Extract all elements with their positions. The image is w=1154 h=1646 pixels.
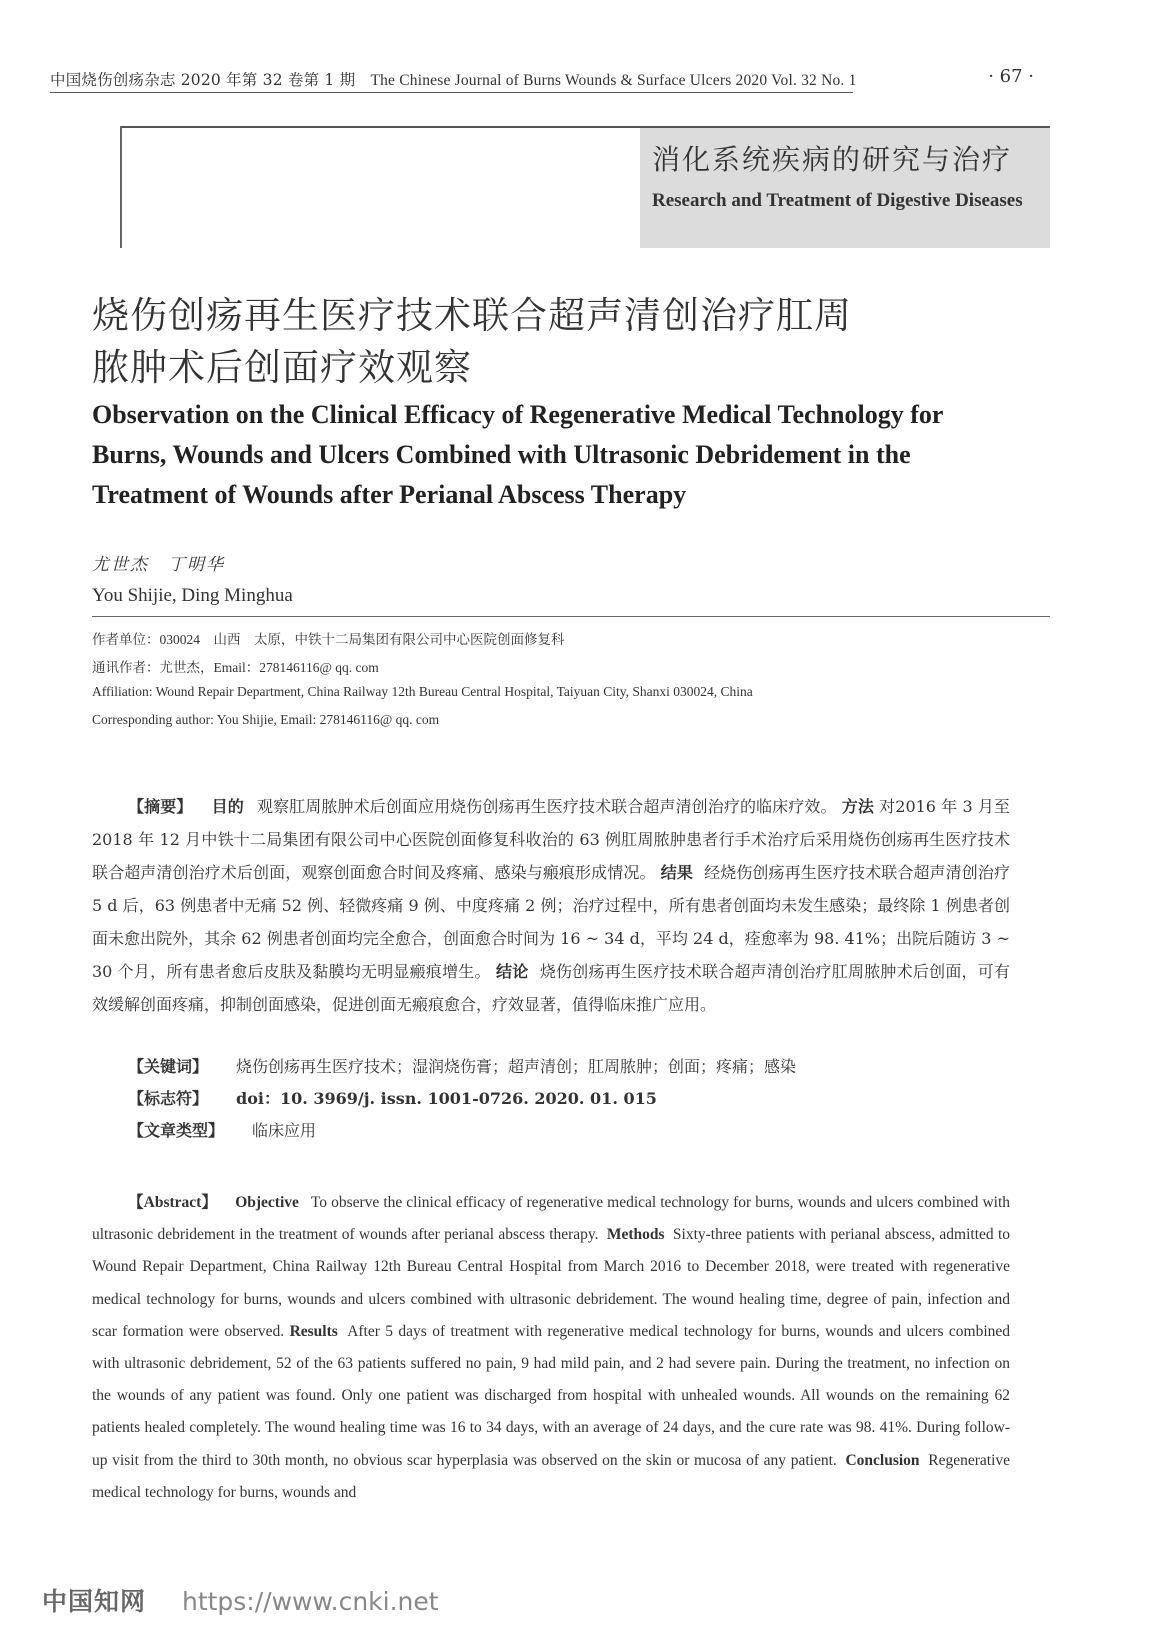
results-en: After 5 days of treatment with regenerative medical technology for burns, wounds and ulcers combined with ultrasonic debridement, 52 of the 63 patients suffered no pain, 9 had mild pain, and 2 had severe pain. During the treatment, no infection on the wounds of any patient was found. Only one patient was discharged from hospital with unhealed wounds. All wounds on the remaining 62 patients healed completely. The wound healing time was 16 to 34 days, with an average of 24 days, and the cure rate was 98. 41%. During follow-up visit from the third to 30th month, no obvious scar hyperplasia was observed on the skin or mucosa of any patient. [92, 1322, 1011, 1469]
results-cn-label: 结果 [660, 863, 693, 882]
journal-title-cn: 中国烧伤创疡杂志 2020 年第 32 卷第 1 期 [50, 71, 356, 89]
conclusion-en: Regenerative medical technology for burns, wounds and [92, 1451, 1011, 1501]
journal-title-en: The Chinese Journal of Burns Wounds & Surface Ulcers 2020 Vol. 32 No. 1 [370, 72, 857, 89]
affiliation-rule [92, 616, 1050, 617]
column-side-rule [120, 126, 122, 248]
objective-cn-label: 目的 [211, 797, 244, 816]
objective-en-label: Objective [235, 1194, 299, 1211]
header-rule [50, 92, 853, 93]
methods-cn-label: 方法 [841, 797, 874, 816]
methods-en-label: Methods [606, 1226, 665, 1244]
article-type [128, 1118, 316, 1141]
doi-value: doi：10. 3969/j. issn. 1001-0726. 2020. 01. 015 [236, 1089, 657, 1108]
conclusion-en-label: Conclusion [845, 1451, 920, 1469]
corresponding-cn: 通讯作者：尤世杰，Email：278146116@ qq. com [92, 660, 379, 675]
methods-cn: 对2016 年 3 月至 2018 年 12 月中铁十二局集团有限公司中心医院创面修复科收治的 63 例肛周脓肿患者行手术治疗后采用烧伤创疡再生医疗技术联合超声清创治疗术后创面，观察创面愈合时间及疼痛、感染与瘢痕形成情况。 [92, 797, 1010, 882]
column-title-cn: 消化系统疾病的研究与治疗 [652, 143, 1013, 176]
authors-cn: 尤世杰 丁明华 [92, 555, 225, 575]
article-title-en: Observation on the Clinical Efficacy of Regenerative Medical Technology for Burns, Wounds and Ulcers Combined with Ultrasonic Debridement in the Treatment of Wounds after Perianal Abscess Therapy [92, 400, 943, 509]
objective-en: To observe the clinical efficacy of regenerative medical technology for burns, wounds and ulcers combined with ultrasonic debridement in the treatment of wounds after perianal abscess therapy. [92, 1194, 1010, 1244]
affiliation-en: Affiliation: Wound Repair Department, China Railway 12th Bureau Central Hospital, Taiyuan City, Shanxi 030024, China [92, 684, 753, 699]
abstract-cn-label: 【摘要】 [128, 797, 193, 816]
article-type-value: 临床应用 [252, 1121, 317, 1140]
conclusion-cn: 烧伤创疡再生医疗技术联合超声清创治疗肛周脓肿术后创面，可有效缓解创面疼痛，抑制创面感染，促进创面无瘢痕愈合，疗效显著，值得临床推广应用。 [92, 962, 1010, 1014]
affiliation-cn: 作者单位：030024 山西 太原，中铁十二局集团有限公司中心医院创面修复科 [92, 632, 565, 647]
page-number: · 67 · [988, 66, 1034, 87]
doi-label: 【标志符】 [128, 1089, 209, 1108]
authors-en: You Shijie, Ding Minghua [92, 585, 293, 606]
cnki-url: https://www.cnki.net [181, 1587, 439, 1616]
objective-cn: 观察肛周脓肿术后创面应用烧伤创疡再生医疗技术联合超声清创治疗的临床疗效。 [256, 797, 837, 816]
running-header [50, 68, 857, 90]
results-cn: 经烧伤创疡再生医疗技术联合超声清创治疗 5 d 后，63 例患者中无痛 52 例、轻微疼痛 9 例、中度疼痛 2 例；治疗过程中，所有患者创面均未发生感染；最终除 1 例患者创面未愈出院外，其余 62 例患者创面均完全愈合，创面愈合时间为 16 ~ 34 d，平均 24 d，痊愈率为 98. 41%；出院后随访 3 ~ 30 个月，所有患者愈后皮肤及黏膜均无明显瘢痕增生。 [92, 863, 1010, 981]
abstract-cn [92, 790, 1010, 1021]
doi [128, 1086, 657, 1109]
cnki-logo: 中国知网 [42, 1587, 147, 1616]
column-title-en: Research and Treatment of Digestive Diseases [652, 190, 1023, 211]
keywords [128, 1054, 796, 1077]
corresponding-en: Corresponding author: You Shijie, Email: 278146116@ qq. com [92, 712, 440, 727]
cnki-watermark [42, 1582, 439, 1618]
article-title-cn-line2: 脓肿术后创面疗效观察 [92, 346, 472, 389]
article-title-cn [92, 290, 992, 394]
article-title-cn-line1: 烧伤创疡再生医疗技术联合超声清创治疗肛周 [92, 294, 852, 337]
keywords-label: 【关键词】 [128, 1057, 209, 1076]
conclusion-cn-label: 结论 [496, 962, 529, 981]
abstract-en-label: 【Abstract】 [128, 1194, 218, 1211]
methods-en: Sixty-three patients with perianal abscess, admitted to Wound Repair Department, China Railway 12th Bureau Central Hospital from March 2016 to December 2018, were treated with regenerative medical technology for burns, wounds and ulcers combined with ultrasonic debridement. The wound healing time, degree of pain, infection and scar formation were observed. [92, 1226, 1011, 1340]
keywords-value: 烧伤创疡再生医疗技术；湿润烧伤膏；超声清创；肛周脓肿；创面；疼痛；感染 [236, 1057, 797, 1076]
results-en-label: Results [289, 1322, 338, 1340]
abstract-en [92, 1187, 1010, 1509]
article-type-label: 【文章类型】 [128, 1121, 225, 1140]
